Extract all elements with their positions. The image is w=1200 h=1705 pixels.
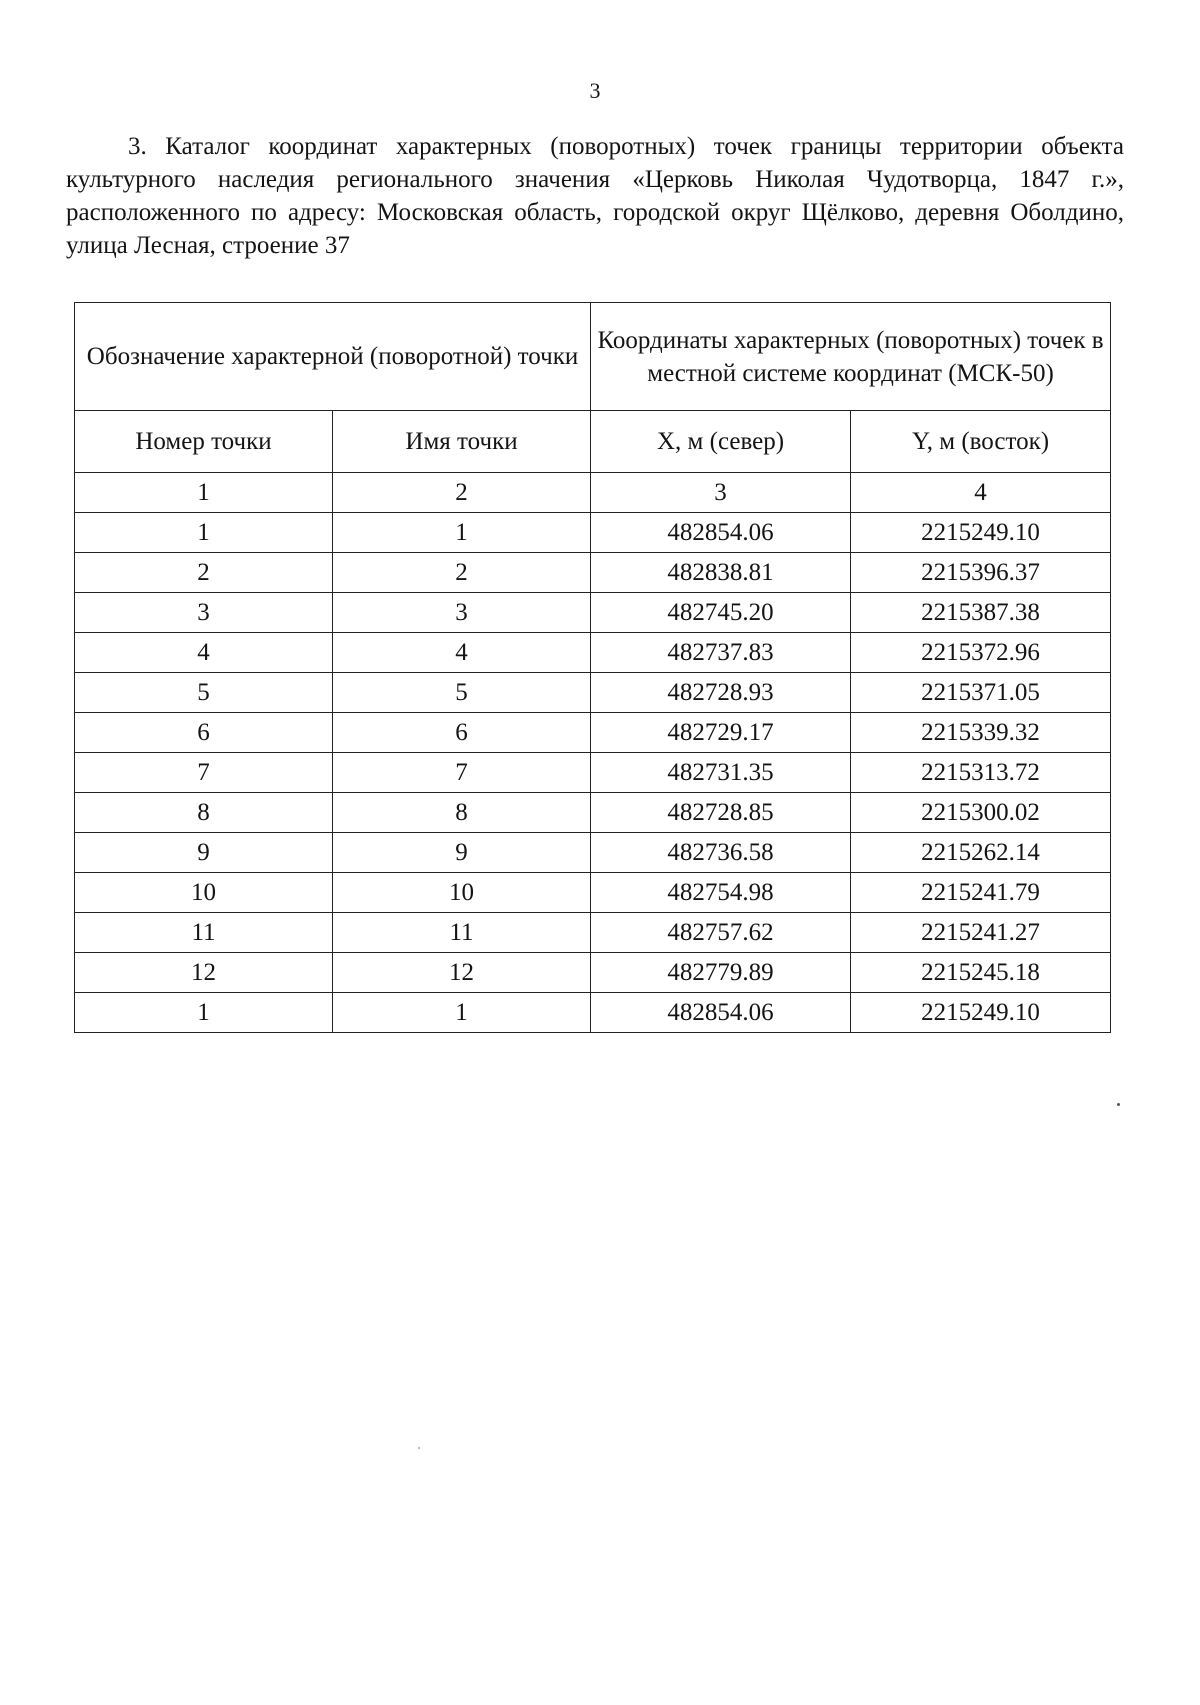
col-index: 4	[851, 473, 1111, 513]
point-name: 1	[333, 513, 591, 553]
point-number: 12	[75, 953, 333, 993]
col-header-y: Y, м (восток)	[851, 411, 1111, 473]
table-row	[75, 713, 1111, 753]
table-row	[75, 593, 1111, 633]
point-y: 2215249.10	[851, 993, 1111, 1033]
table-row	[75, 553, 1111, 593]
point-number: 2	[75, 553, 333, 593]
col-header-name: Имя точки	[333, 411, 591, 473]
point-y: 2215245.18	[851, 953, 1111, 993]
point-number: 11	[75, 913, 333, 953]
point-y: 2215387.38	[851, 593, 1111, 633]
intro-text: 3. Каталог координат характерных (поворотных) точек границы территории объекта культурного наследия регионального значения «Церковь Николая Чудотворца, 1847 г.», расположенного по адресу: Московская область, городской округ Щёлково, деревня Оболдино, улица Лесная, строение 37	[66, 133, 1124, 259]
column-index-row	[75, 473, 1111, 513]
point-x: 482779.89	[591, 953, 851, 993]
col-index: 3	[591, 473, 851, 513]
point-x: 482754.98	[591, 873, 851, 913]
table-row	[75, 633, 1111, 673]
scan-artifact-dot	[418, 1447, 420, 1449]
table-subheader-row	[75, 411, 1111, 473]
coordinates-catalog-table	[74, 302, 1111, 1033]
point-y: 2215262.14	[851, 833, 1111, 873]
page-number: 3	[589, 78, 601, 103]
point-name: 4	[333, 633, 591, 673]
point-name: 6	[333, 713, 591, 753]
table-row	[75, 993, 1111, 1033]
point-name: 11	[333, 913, 591, 953]
scan-artifact-dot	[1117, 1103, 1120, 1106]
point-y: 2215371.05	[851, 673, 1111, 713]
point-name: 10	[333, 873, 591, 913]
point-number: 8	[75, 793, 333, 833]
point-name: 8	[333, 793, 591, 833]
point-x: 482757.62	[591, 913, 851, 953]
intro-paragraph	[66, 130, 1124, 262]
point-name: 12	[333, 953, 591, 993]
point-x: 482737.83	[591, 633, 851, 673]
table-row	[75, 673, 1111, 713]
point-x: 482736.58	[591, 833, 851, 873]
point-x: 482729.17	[591, 713, 851, 753]
table-row	[75, 753, 1111, 793]
table-row	[75, 793, 1111, 833]
point-y: 2215241.27	[851, 913, 1111, 953]
point-number: 9	[75, 833, 333, 873]
header-coordinates: Координаты характерных (поворотных) точек в местной системе координат (МСК-50)	[591, 303, 1111, 411]
table-row	[75, 873, 1111, 913]
point-y: 2215396.37	[851, 553, 1111, 593]
point-name: 1	[333, 993, 591, 1033]
point-name: 5	[333, 673, 591, 713]
table-row	[75, 953, 1111, 993]
point-number: 1	[75, 513, 333, 553]
point-number: 3	[75, 593, 333, 633]
point-y: 2215313.72	[851, 753, 1111, 793]
table-row	[75, 513, 1111, 553]
table-header-row	[75, 303, 1111, 411]
point-y: 2215339.32	[851, 713, 1111, 753]
point-x: 482728.93	[591, 673, 851, 713]
point-number: 4	[75, 633, 333, 673]
col-header-number: Номер точки	[75, 411, 333, 473]
point-name: 9	[333, 833, 591, 873]
point-number: 6	[75, 713, 333, 753]
point-number: 5	[75, 673, 333, 713]
point-number: 10	[75, 873, 333, 913]
table-body	[75, 513, 1111, 1033]
table-row	[75, 913, 1111, 953]
point-name: 3	[333, 593, 591, 633]
point-x: 482745.20	[591, 593, 851, 633]
point-x: 482728.85	[591, 793, 851, 833]
point-number: 1	[75, 993, 333, 1033]
header-designation: Обозначение характерной (поворотной) точки	[75, 303, 591, 411]
point-y: 2215372.96	[851, 633, 1111, 673]
point-number: 7	[75, 753, 333, 793]
table-row	[75, 833, 1111, 873]
point-y: 2215249.10	[851, 513, 1111, 553]
point-name: 7	[333, 753, 591, 793]
col-header-x: X, м (север)	[591, 411, 851, 473]
point-x: 482854.06	[591, 513, 851, 553]
point-y: 2215241.79	[851, 873, 1111, 913]
point-x: 482731.35	[591, 753, 851, 793]
col-index: 2	[333, 473, 591, 513]
point-name: 2	[333, 553, 591, 593]
point-x: 482854.06	[591, 993, 851, 1033]
point-x: 482838.81	[591, 553, 851, 593]
point-y: 2215300.02	[851, 793, 1111, 833]
col-index: 1	[75, 473, 333, 513]
